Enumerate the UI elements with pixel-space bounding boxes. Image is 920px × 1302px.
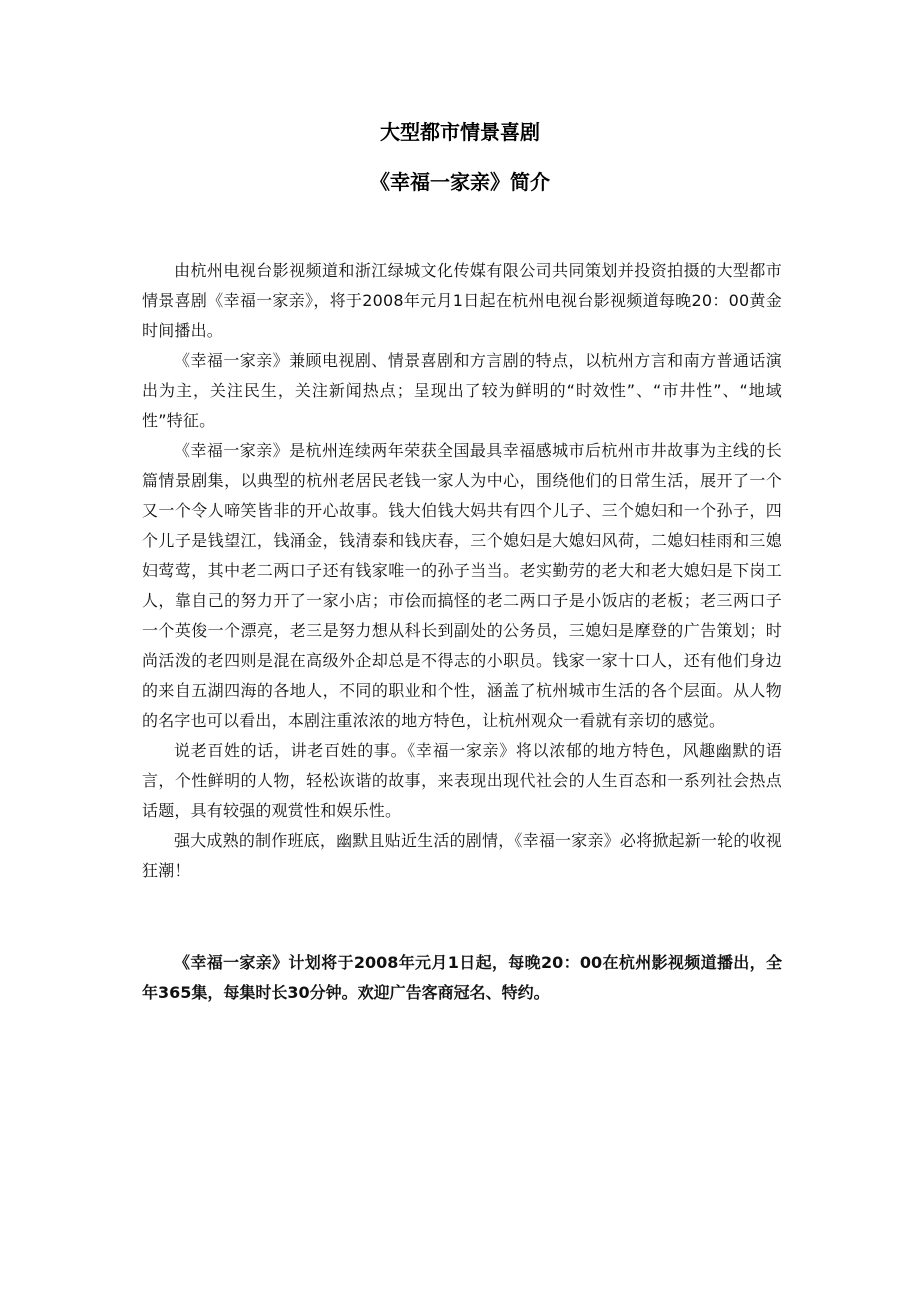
paragraph-features: 《幸福一家亲》兼顾电视剧、情景喜剧和方言剧的特点，以杭州方言和南方普通话演出为主，关注民生，关注新闻热点；呈现出了较为鲜明的“时效性”、“市井性”、“地域性”特征。 (142, 351, 782, 430)
paragraph-production: 强大成熟的制作班底，幽默且贴近生活的剧情，《幸福一家亲》必将掀起新一轮的收视狂潮！ (142, 831, 782, 880)
paragraph-story: 《幸福一家亲》是杭州连续两年荣获全国最具幸福感城市后杭州市井故事为主线的长篇情景剧集，以典型的杭州老居民老钱一家人为中心，围绕他们的日常生活，展开了一个又一个令人啼笑皆非的开心故事。钱大伯钱大妈共有四个儿子、三个媳妇和一个孙子，四个儿子是钱望江，钱涌金，钱清泰和钱庆春，三个媳妇是大媳妇风荷，二媳妇桂雨和三媳妇莺莺，其中老二两口子还有钱家唯一的孙子当当。老实勤劳的老大和老大媳妇是下岗工人，靠自己的努力开了一家小店；市侩而搞怪的老二两口子是小饭店的老板；老三两口子一个英俊一个漂亮，老三是努力想从科长到副处的公务员，三媳妇是摩登的广告策划；时尚活泼的老四则是混在高级外企却总是不得志的小职员。钱家一家十口人，还有他们身边的来自五湖四海的各地人，不同的职业和个性，涵盖了杭州城市生活的各个层面。从人物的名字也可以看出，本剧注重浓浓的地方特色，让杭州观众一看就有亲切的感觉。 (142, 441, 782, 730)
document-subtitle: 大型都市情景喜剧 (380, 120, 540, 144)
broadcast-schedule-note: 《幸福一家亲》计划将于2008年元月1日起，每晚20：00在杭州影视频道播出，全年365集，每集时长30分钟。欢迎广告客商冠名、特约。 (142, 953, 782, 1002)
paragraph-style: 说老百姓的话，讲老百姓的事。《幸福一家亲》将以浓郁的地方特色，风趣幽默的语言，个性鲜明的人物，轻松诙谐的故事，来表现出现代社会的人生百态和一系列社会热点话题，具有较强的观赏性和娱乐性。 (142, 741, 782, 820)
document-body (142, 256, 782, 886)
paragraph-intro: 由杭州电视台影视频道和浙江绿城文化传媒有限公司共同策划并投资拍摄的大型都市情景喜剧《幸福一家亲》，将于2008年元月1日起在杭州电视台影视频道每晚20：00黄金时间播出。 (142, 261, 782, 340)
document-title: 《幸福一家亲》简介 (370, 170, 550, 194)
